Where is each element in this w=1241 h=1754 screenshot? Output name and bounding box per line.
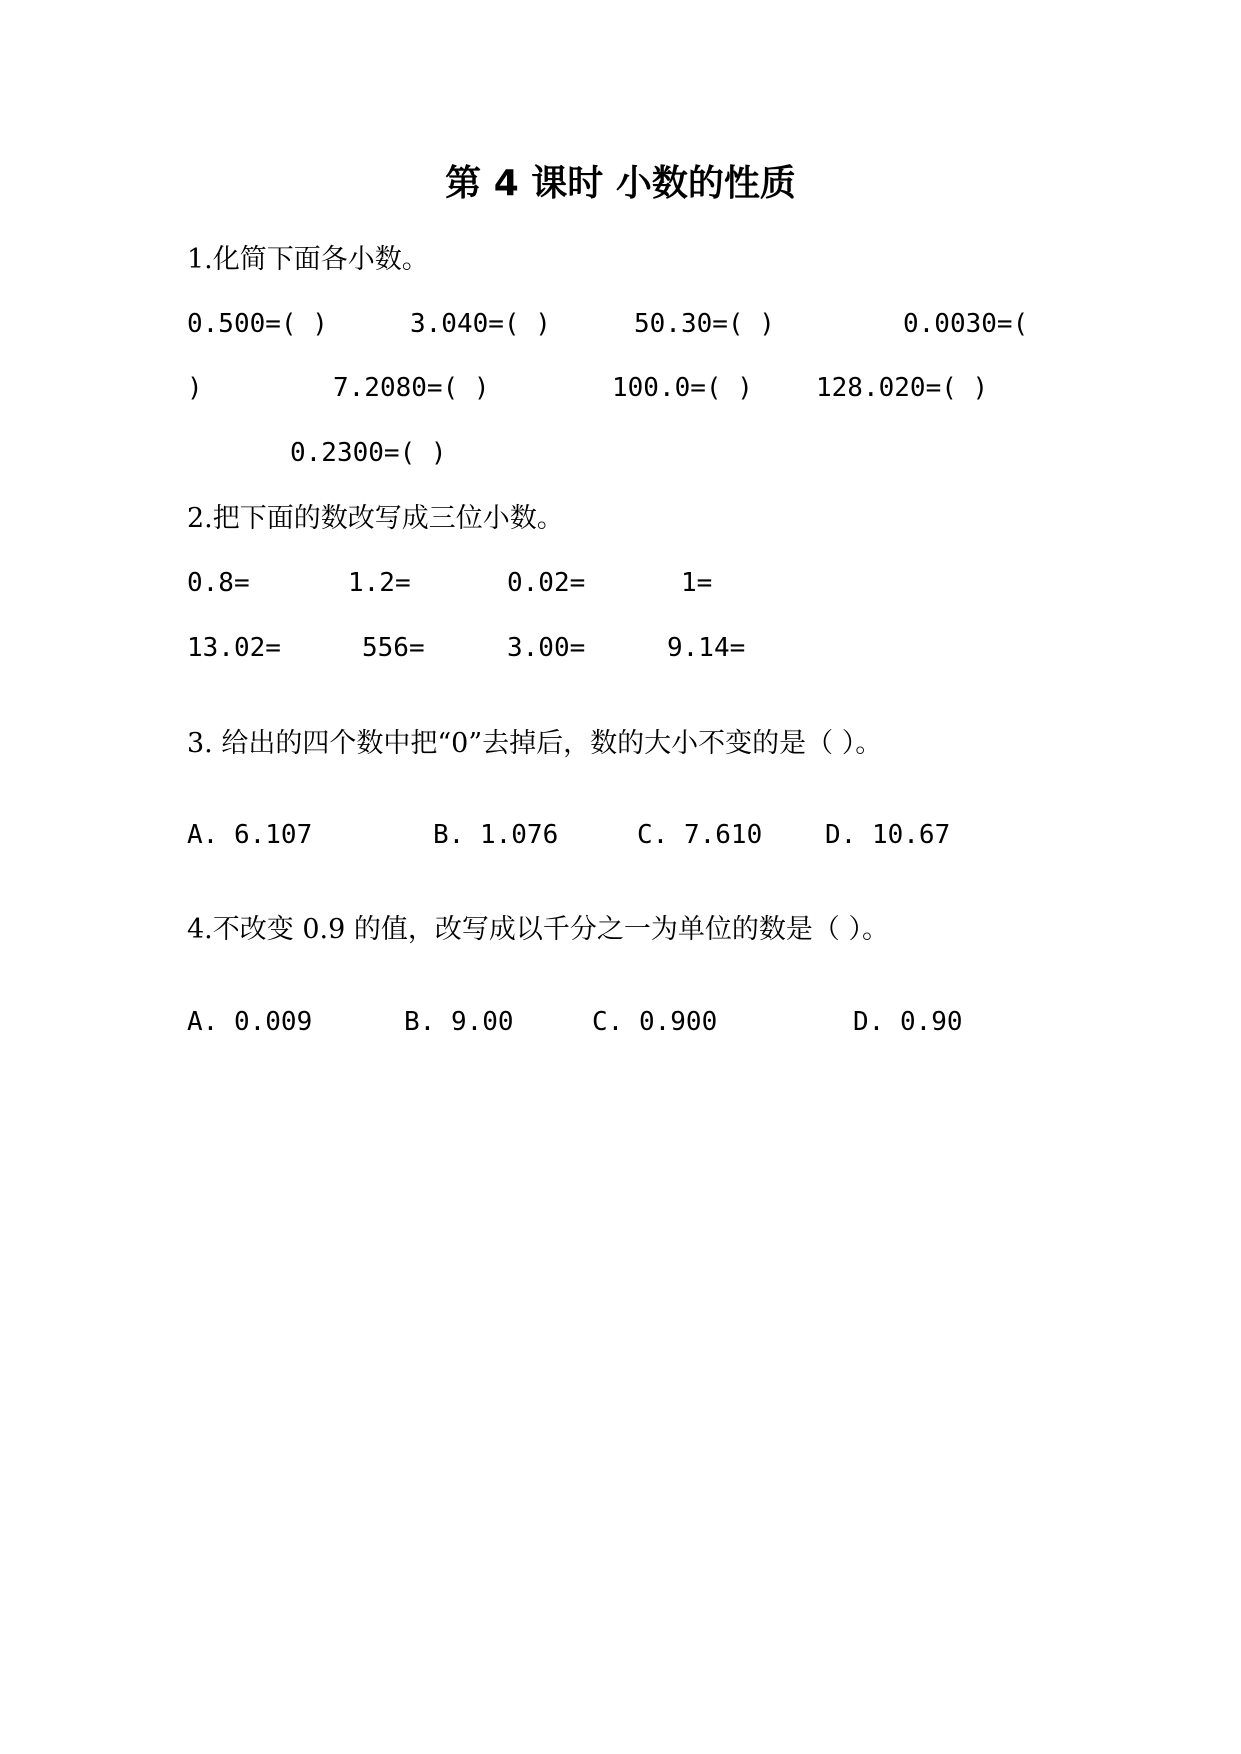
question-2-heading: 2.把下面的数改写成三位小数。 — [187, 503, 564, 534]
q2-item: 9.14= — [667, 633, 746, 663]
q1-item: 128.020=( ) — [816, 373, 989, 403]
question-3-heading: 3. 给出的四个数中把“0”去掉后，数的大小不变的是（ ）。 — [187, 728, 883, 759]
q4-option-d: D. 0.90 — [853, 1007, 963, 1037]
q1-item: 50.30=( ) — [634, 309, 775, 339]
q2-item: 1= — [681, 568, 713, 598]
q2-item: 13.02= — [187, 633, 281, 663]
q3-option-a: A. 6.107 — [187, 820, 313, 850]
q2-item: 1.2= — [348, 568, 411, 598]
q4-option-c: C. 0.900 — [592, 1007, 718, 1037]
q3-option-b: B. 1.076 — [433, 820, 559, 850]
page-title: 第 4 课时 小数的性质 — [445, 163, 796, 204]
q1-item: 0.500=( ) — [187, 309, 328, 339]
q3-option-c: C. 7.610 — [637, 820, 763, 850]
q1-item: 7.2080=( ) — [333, 373, 490, 403]
question-1-heading: 1.化简下面各小数。 — [187, 244, 429, 275]
q1-item: ) — [187, 373, 203, 403]
q1-item: 0.0030=( — [903, 309, 1029, 339]
q1-item: 3.040=( ) — [410, 309, 551, 339]
q2-item: 0.8= — [187, 568, 250, 598]
q4-option-a: A. 0.009 — [187, 1007, 313, 1037]
q2-item: 0.02= — [507, 568, 586, 598]
q2-item: 3.00= — [507, 633, 586, 663]
q4-option-b: B. 9.00 — [404, 1007, 514, 1037]
q2-item: 556= — [362, 633, 425, 663]
q1-item: 100.0=( ) — [612, 373, 753, 403]
q3-option-d: D. 10.67 — [825, 820, 951, 850]
question-4-heading: 4.不改变 0.9 的值，改写成以千分之一为单位的数是（ ）。 — [187, 914, 889, 945]
q1-item: 0.2300=( ) — [290, 438, 447, 468]
